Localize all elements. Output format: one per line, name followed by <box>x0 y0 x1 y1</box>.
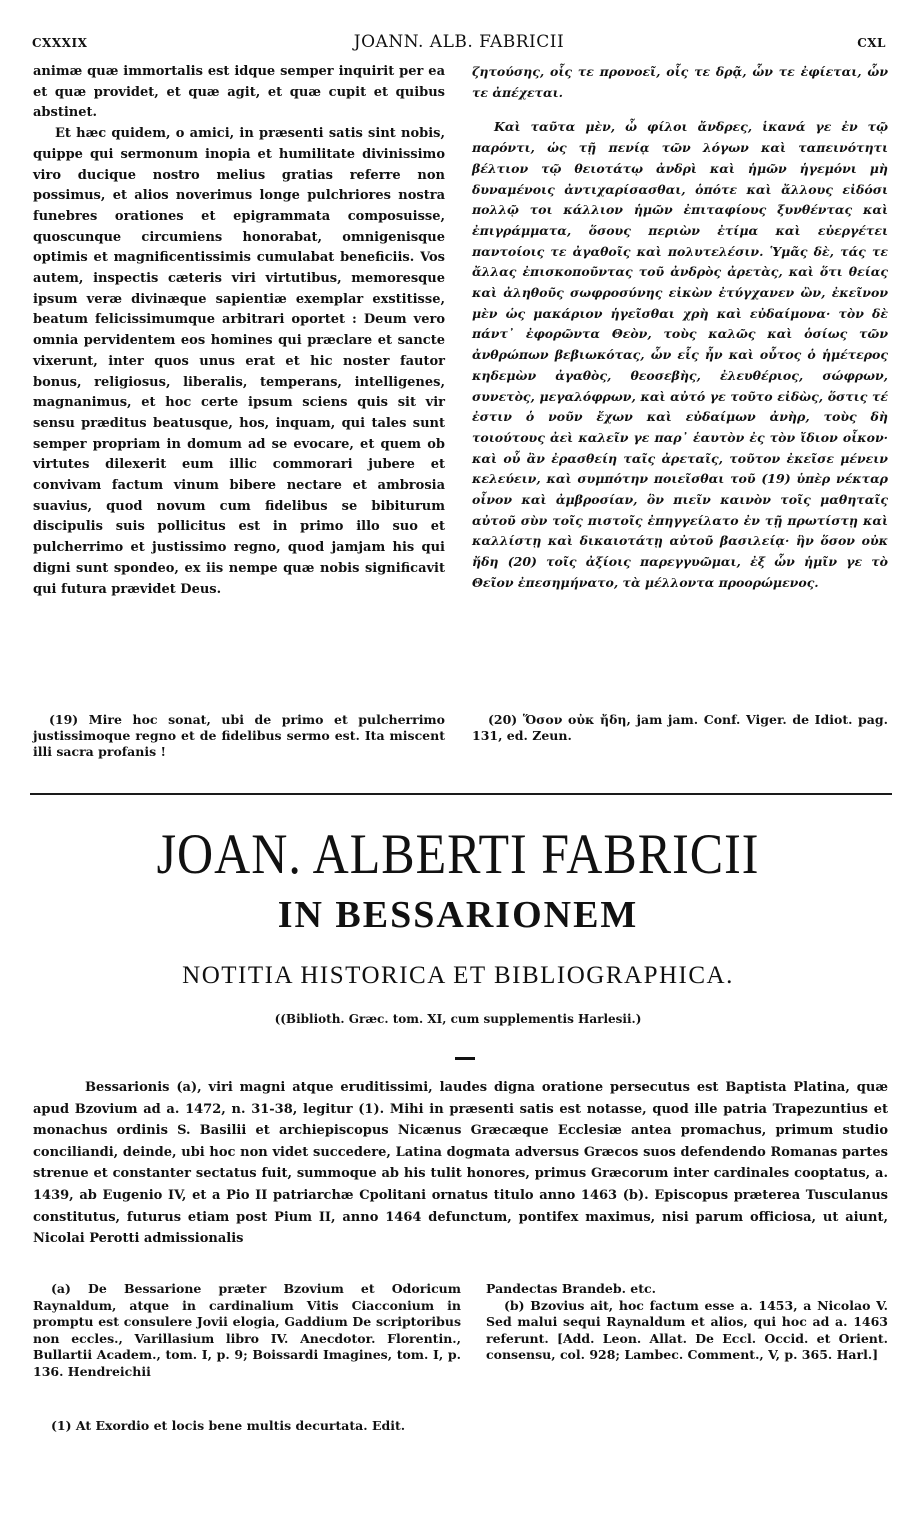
running-head <box>32 28 886 58</box>
greek-column <box>472 62 888 594</box>
left-page-number: CXXXIX <box>32 36 88 50</box>
footnote-a-text: (a) De Bessarione præter Bzovium et Odoricum Raynaldum, atque in cardinalium Vitis Ciacconium in promptu est consulere Jovii elogia, Gaddium De scriptoribus non eccles., Varillasium libro IV. Anecdotor. Florentin., Bullartii Academ., tom. I, p. 9; Boissardi Imagines, tom. I, p. 136. Hendreichii <box>33 1281 461 1379</box>
title-dash <box>455 1057 475 1060</box>
main-paragraph-text: Bessarionis (a), viri magni atque eruditissimi, laudes digna oratione persecutus est Baptista Platina, quæ apud Bzovium ad a. 1472, n. 31-38, legitur (1). Mihi in præsenti satis est notasse, quod ille patria Trapezuntius et monachus ordinis S. Basilii et archiepiscopus Nicænus Græcæque Ecclesiæ antea promachus, primum studio conciliandi, deinde, ubi hoc non videt succedere, Latina dogmata adversus Græcos suos defendendo Romanas partes strenue et constanter sectatus fuit, summoque ab his tulit honores, primus Græcorum inter cardinales cooptatus, a. 1439, ab Eugenio IV, et a Pio II patriarchæ Cpolitani ornatus titulo anno 1463 (b). Episcopus præterea Tusculanus constitutus, futurus etiam post Pium II, anno 1464 defunctum, pontifex maximus, nisi parum officiosa, ut aiunt, Nicolai Perotti admissionalis <box>33 1080 888 1247</box>
latin-paragraph-1: animæ quæ immortalis est idque semper inquirit per ea et quæ providet, et quæ agit, et quæ cupit et quibus abstinet. <box>33 64 445 121</box>
footnote-a-continuation: Pandectas Brandeb. etc. <box>486 1281 656 1296</box>
title-description: NOTITIA HISTORICA ET BIBLIOGRAPHICA. <box>182 962 734 989</box>
footnote-19-text: (19) Mire hoc sonat, ubi de primo et pulcherrimo justissimoque regno et de fidelibus sermo est. Ita miscent illi sacra profanis ! <box>33 712 445 759</box>
right-page-number: CXL <box>857 36 886 50</box>
latin-column <box>33 62 445 600</box>
running-title: JOANN. ALB. FABRICII <box>353 32 565 52</box>
greek-paragraph-1: ζητούσης, οἷς τε προνοεῖ, οἷς τε δρᾷ, ὧν τε ἐφίεται, ὧν τε ἀπέχεται. <box>472 64 888 100</box>
footnote-20 <box>472 712 888 744</box>
footnote-a-b-right <box>486 1281 888 1364</box>
main-paragraph <box>33 1077 888 1250</box>
footnote-b-text: (b) Bzovius ait, hoc factum esse a. 1453, a Nicolao V. Sed malui sequi Raynaldum et alios, qui hoc ad a. 1463 referunt. [Add. Leon. Allat. De Eccl. Occid. et Orient. consensu, col. 928; Lambec. Comment., V, p. 365. Harl.] <box>486 1297 888 1362</box>
title-author: JOAN. ALBERTI FABRICII <box>156 821 760 886</box>
footnote-a <box>33 1281 461 1380</box>
footnote-20-text: (20) Ὅσον οὐκ ἤδη, jam jam. Conf. Viger. de Idiot. pag. 131, ed. Zeun. <box>472 712 888 743</box>
latin-paragraph-2: Et hæc quidem, o amici, in præsenti satis sint nobis, quippe qui sermonum inopia et humilitate divinissimo viro ducique nostro melius gratias referre non possimus, et alios noverimus longe pulchriores nostra funebres orationes et epigrammata composuisse, quoscunque circumiens honorabat, omnigenisque optimis et magnificentissimis cumulabat beneficiis. Vos autem, inspectis cæteris viri virtutibus, memoresque ipsum veræ divinæque sapientiæ exemplar exstitisse, beatum felicissimumque arbitrari oportet : Deum vero omnia pervidentem eos homines qui præclare et sancte vixerunt, inter quos unus erat et hic noster fautor bonus, religiosus, liberalis, temperans, intelligenes, magnanimus, et hoc certe ipsum sciens quis sit vir sensu præditus beatusque, hos, inquam, qui tales sunt semper propriam in domum ad se evocare, et quem ob virtutes dilexerit eum illic commorari jubere et convivam factum vinum bibere nectare et ambrosia suavius, quod novum cum fidelibus se bibiturum discipulis suis pollicitus est in primo illo suo et pulcherrimo et justissimo regno, quod jamjam his qui digni sunt spondeo, ex iis nempe quæ nobis significavit qui futura prævidet Deus. <box>33 126 445 597</box>
title-subject: IN BESSARIONEM <box>277 894 639 936</box>
section-divider <box>30 793 892 795</box>
greek-paragraph-2: Καὶ ταῦτα μὲν, ὦ φίλοι ἄνδρες, ἱκανά γε ἐν τῷ παρόντι, ὡς τῇ πενίᾳ τῶν λόγων καὶ ταπεινότητι βέλτιον τῷ θειοτάτῳ ἀνδρὶ καὶ ἡμῶν ἡγεμόνι μὴ δυναμένοις ἀντιχαρίσασθαι, ὁπότε καὶ ἄλλους εἰδόσι πολλῷ τοι κάλλιον ἡμῶν ἐπιταφίους ξυνθέντας καὶ ἐπιγράμματα, ὅσους περιὼν ἐτίμα καὶ εὐεργέτει παντοίοις τε ἀγαθοῖς καὶ πολυτελέσιν. Ὑμᾶς δὲ, τάς τε ἄλλας ἐπισκοποῦντας τοῦ ἀνδρὸς ἀρετὰς, καὶ ὅτι θείας καὶ ἀληθοῦς σωφροσύνης εἰκὼν ἐτύγχανεν ὢν, ἐκεῖνον μὲν ὡς μακάριον ἡγεῖσθαι χρὴ καὶ εὐδαίμονα· τὸν δὲ πάντ᾽ ἐφορῶντα Θεὸν, τοὺς καλῶς καὶ ὁσίως τῶν ἀνθρώπων βεβιωκότας, ὧν εἷς ἦν καὶ οὗτος ὁ ἡμέτερος κηδεμὼν ἀγαθὸς, θεοσεβὴς, ἐλευθέριος, σώφρων, συνετὸς, μεγαλόφρων, καὶ αὐτό γε τοῦτο εἰδὼς, ὅστις τέ ἐστιν ὁ νοῦν ἔχων καὶ εὐδαίμων ἀνὴρ, τοὺς δὴ τοιούτους ἀεὶ καλεῖν γε παρ᾽ ἑαυτὸν ἐς τὸν ἴδιον οἶκον· καὶ οὗ ἂν ἐρασθείη ταῖς ἀρεταῖς, τοῦτον ἐκεῖσε μένειν κελεύειν, καὶ συμπότην ποιεῖσθαι τοῦ (19) ὑπὲρ νέκταρ οἶνον καὶ ἀμβροσίαν, ὃν πιεῖν καινὸν τοῖς μαθηταῖς αὐτοῦ σὺν τοῖς πιστοῖς ἐπηγγείλατο ἐν τῇ πρωτίστῃ καὶ καλλίστῃ καὶ δικαιοτάτῃ αὐτοῦ βασιλείᾳ· ἣν ὅσον οὐκ ἤδη (20) τοῖς ἀξίοις παρεγγυῶμαι, ἐξ ὧν ἡμῖν γε τὸ Θεῖον ἐπεσημήνατο, τὰ μέλλοντα προορώμενος. <box>472 119 888 590</box>
title-source: ((Biblioth. Græc. tom. XI, cum supplementis Harlesii.) <box>274 1012 642 1026</box>
footnote-19 <box>33 712 445 760</box>
footnote-1: (1) At Exordio et locis bene multis decurtata. Edit. <box>51 1418 406 1433</box>
